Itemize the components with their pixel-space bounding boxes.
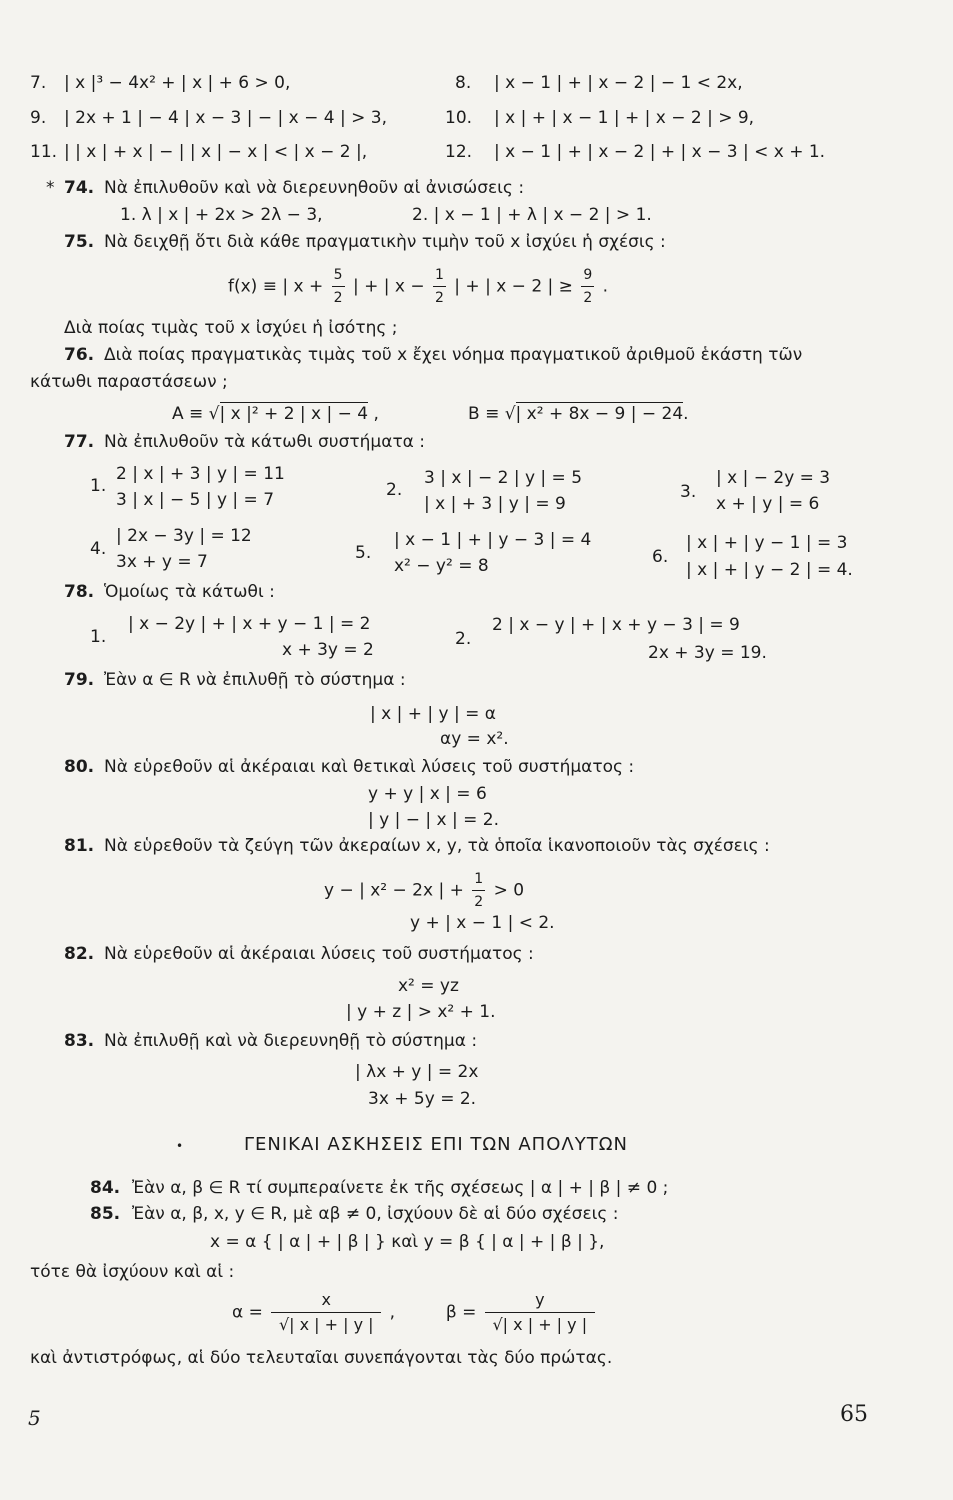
formula-part: α =	[232, 1302, 263, 1323]
denominator: √| x | + | y |	[485, 1312, 595, 1337]
bullet-icon: •	[176, 1139, 184, 1153]
denominator: 2	[332, 286, 345, 309]
exercise-number: 83.	[64, 1031, 95, 1051]
inequality-line	[324, 868, 524, 913]
sub-item: 2. | x − 1 | + λ | x − 2 | > 1.	[412, 205, 652, 225]
equation: | x | + | y | = α	[370, 704, 496, 724]
radical-sign: B ≡ √	[468, 404, 516, 424]
inequality: | | x | + x | − | | x | − x | < | x − 2 |,	[64, 142, 368, 162]
item-number: 12.	[445, 142, 473, 162]
exercise-number: 80.	[64, 757, 95, 777]
formula-part: y − | x² − 2x | +	[324, 880, 464, 901]
equation: | λx + y | = 2x	[355, 1062, 479, 1082]
radicand: | x² + 8x − 9 | − 24	[515, 404, 684, 424]
denominator: 2	[433, 286, 446, 309]
formula-part: | + | x −	[352, 276, 425, 297]
equation: x² = yz	[398, 976, 459, 996]
exercise-text: Διὰ ποίας πραγματικὰς τιμὰς τοῦ x ἔχει νόημα πραγματικοῦ ἀριθμοῦ ἑκάστη τῶν	[104, 345, 803, 365]
exercise-text: Νὰ εὑρεθοῦν τὰ ζεύγη τῶν ἀκεραίων x, y, τὰ ὁποῖα ἱκανοποιοῦν τὰς σχέσεις :	[104, 836, 770, 856]
exercise-number: 81.	[64, 836, 95, 856]
formula-part: > 0	[493, 880, 525, 901]
equation: 3 | x | − 5 | y | = 7	[116, 490, 275, 510]
formula-part: β =	[445, 1302, 477, 1323]
exercise-number: 85.	[90, 1204, 121, 1224]
inequality: | x | + | x − 1 | + | x − 2 | > 9,	[494, 108, 755, 128]
system-number: 1.	[90, 476, 107, 496]
section-heading: ΓΕΝΙΚΑΙ ΑΣΚΗΣΕΙΣ ΕΠΙ ΤΩΝ ΑΠΟΛΥΤΩΝ	[244, 1134, 628, 1155]
exercise-question: Διὰ ποίας τιμὰς τοῦ x ἰσχύει ἡ ἰσότης ;	[64, 318, 398, 338]
denominator: 2	[581, 286, 594, 309]
system-number: 1.	[90, 627, 107, 647]
system-number: 5.	[355, 543, 372, 563]
relations: x = α { | α | + | β | } καὶ y = β { | α | + | β | },	[210, 1232, 605, 1252]
formula-alpha-beta	[232, 1288, 598, 1337]
inequality-line: y + | x − 1 | < 2.	[410, 913, 555, 933]
item-number: 9.	[30, 108, 47, 128]
exercise-number: 77.	[64, 432, 95, 452]
numerator: 5	[333, 267, 343, 283]
equation: | x | + 3 | y | = 9	[424, 494, 566, 514]
exercise-text: Νὰ δειχθῇ ὅτι διὰ κάθε πραγματικὴν τιμὴν τοῦ x ἰσχύει ἡ σχέσις :	[104, 232, 666, 252]
numerator: 1	[474, 871, 484, 887]
item-number: 10.	[445, 108, 473, 128]
formula-part: .	[602, 276, 609, 297]
system-number: 2.	[455, 629, 472, 649]
equation: y + y | x | = 6	[368, 784, 487, 804]
fraction	[332, 264, 345, 309]
equation: 2 | x − y | + | x + y − 3 | = 9	[492, 615, 740, 635]
star-marker: *	[46, 178, 55, 198]
exercise-text: Ἐὰν α, β ∈ R τί συμπεραίνετε ἐκ τῆς σχέσεως | α | + | β | ≠ 0 ;	[132, 1178, 669, 1198]
fraction	[433, 264, 446, 309]
equation: | x | + | y − 2 | = 4.	[686, 560, 853, 580]
numerator: x	[321, 1290, 331, 1309]
exercise-text: Νὰ ἐπιλυθῇ καὶ νὰ διερευνηθῇ τὸ σύστημα :	[104, 1031, 478, 1051]
exercise-text: Ὁμοίως τὰ κάτωθι :	[104, 582, 275, 602]
exercise-text: Ἐὰν α, β, x, y ∈ R, μὲ αβ ≠ 0, ἰσχύουν δὲ αἱ δύο σχέσεις :	[132, 1204, 619, 1224]
exercise-number: 84.	[90, 1178, 121, 1198]
exercise-number: 74.	[64, 178, 95, 198]
equation: 3x + 5y = 2.	[368, 1089, 477, 1109]
fraction	[472, 868, 485, 913]
exercise-text: Νὰ ἐπιλυθοῦν καὶ νὰ διερευνηθοῦν αἱ ἀνισώσεις :	[104, 178, 525, 198]
system-number: 3.	[680, 482, 697, 502]
denominator: √| x | + | y |	[271, 1312, 381, 1337]
equation: αy = x².	[440, 729, 509, 749]
exercise-text: τότε θὰ ἰσχύουν καὶ αἱ :	[30, 1262, 235, 1282]
denominator: 2	[472, 890, 485, 913]
formula-part: ,	[389, 1302, 396, 1323]
exercise-text: Νὰ εὑρεθοῦν αἱ ἀκέραιαι λύσεις τοῦ συστήματος :	[104, 944, 534, 964]
printer-signature: 5	[28, 1406, 41, 1430]
equation: | x − 1 | + | y − 3 | = 4	[394, 530, 592, 550]
exercise-number: 78.	[64, 582, 95, 602]
formula-part: | + | x − 2 | ≥	[454, 276, 573, 297]
item-number: 11.	[30, 142, 58, 162]
equation: | x − 2y | + | x + y − 1 | = 2	[128, 614, 371, 634]
exercise-text: Νὰ εὑρεθοῦν αἱ ἀκέραιαι καὶ θετικαὶ λύσεις τοῦ συστήματος :	[104, 757, 635, 777]
equation: 2x + 3y = 19.	[648, 643, 767, 663]
radical-sign: A ≡ √	[172, 404, 220, 424]
exercise-text: κάτωθι παραστάσεων ;	[30, 372, 228, 392]
numerator: 1	[434, 267, 444, 283]
formula-fx	[228, 264, 608, 309]
inequality: | 2x + 1 | − 4 | x − 3 | − | x − 4 | > 3,	[64, 108, 387, 128]
item-number: 8.	[455, 73, 472, 93]
fraction	[271, 1288, 381, 1337]
equation: 3 | x | − 2 | y | = 5	[424, 468, 583, 488]
fraction	[485, 1288, 595, 1337]
system-number: 4.	[90, 539, 107, 559]
punctuation: ,	[373, 404, 379, 424]
radicand: | x |² + 2 | x | − 4	[219, 404, 369, 424]
equation: | x | − 2y = 3	[716, 468, 831, 488]
exercise-text: Ἐὰν α ∈ R νὰ ἐπιλυθῇ τὸ σύστημα :	[104, 670, 406, 690]
expression-a	[172, 406, 379, 423]
equation: | x | + | y − 1 | = 3	[686, 533, 848, 553]
equation: x² − y² = 8	[394, 556, 489, 576]
equation: | y + z | > x² + 1.	[346, 1002, 496, 1022]
exercise-number: 82.	[64, 944, 95, 964]
exercise-number: 75.	[64, 232, 95, 252]
equation: x + 3y = 2	[282, 640, 374, 660]
inequality: | x |³ − 4x² + | x | + 6 > 0,	[64, 73, 291, 93]
formula-part: f(x) ≡ | x +	[228, 276, 324, 297]
exercise-number: 76.	[64, 345, 95, 365]
equation: | y | − | x | = 2.	[368, 810, 499, 830]
exercise-number: 79.	[64, 670, 95, 690]
fraction	[581, 264, 594, 309]
exercise-text: καὶ ἀντιστρόφως, αἱ δύο τελευταῖαι συνεπάγονται τὰς δύο πρώτας.	[30, 1348, 613, 1368]
expression-b	[468, 406, 689, 423]
page-number: 65	[840, 1402, 868, 1427]
system-number: 2.	[386, 480, 403, 500]
numerator: 9	[583, 267, 593, 283]
equation: 3x + y = 7	[116, 552, 208, 572]
sub-item: 1. λ | x | + 2x > 2λ − 3,	[120, 205, 323, 225]
inequality: | x − 1 | + | x − 2 | + | x − 3 | < x + 1.	[494, 142, 826, 162]
equation: | 2x − 3y | = 12	[116, 526, 252, 546]
numerator: y	[535, 1290, 545, 1309]
exercise-text: Νὰ ἐπιλυθοῦν τὰ κάτωθι συστήματα :	[104, 432, 426, 452]
inequality: | x − 1 | + | x − 2 | − 1 < 2x,	[494, 73, 743, 93]
punctuation: .	[683, 404, 689, 424]
system-number: 6.	[652, 547, 669, 567]
equation: 2 | x | + 3 | y | = 11	[116, 464, 285, 484]
item-number: 7.	[30, 73, 47, 93]
equation: x + | y | = 6	[716, 494, 820, 514]
